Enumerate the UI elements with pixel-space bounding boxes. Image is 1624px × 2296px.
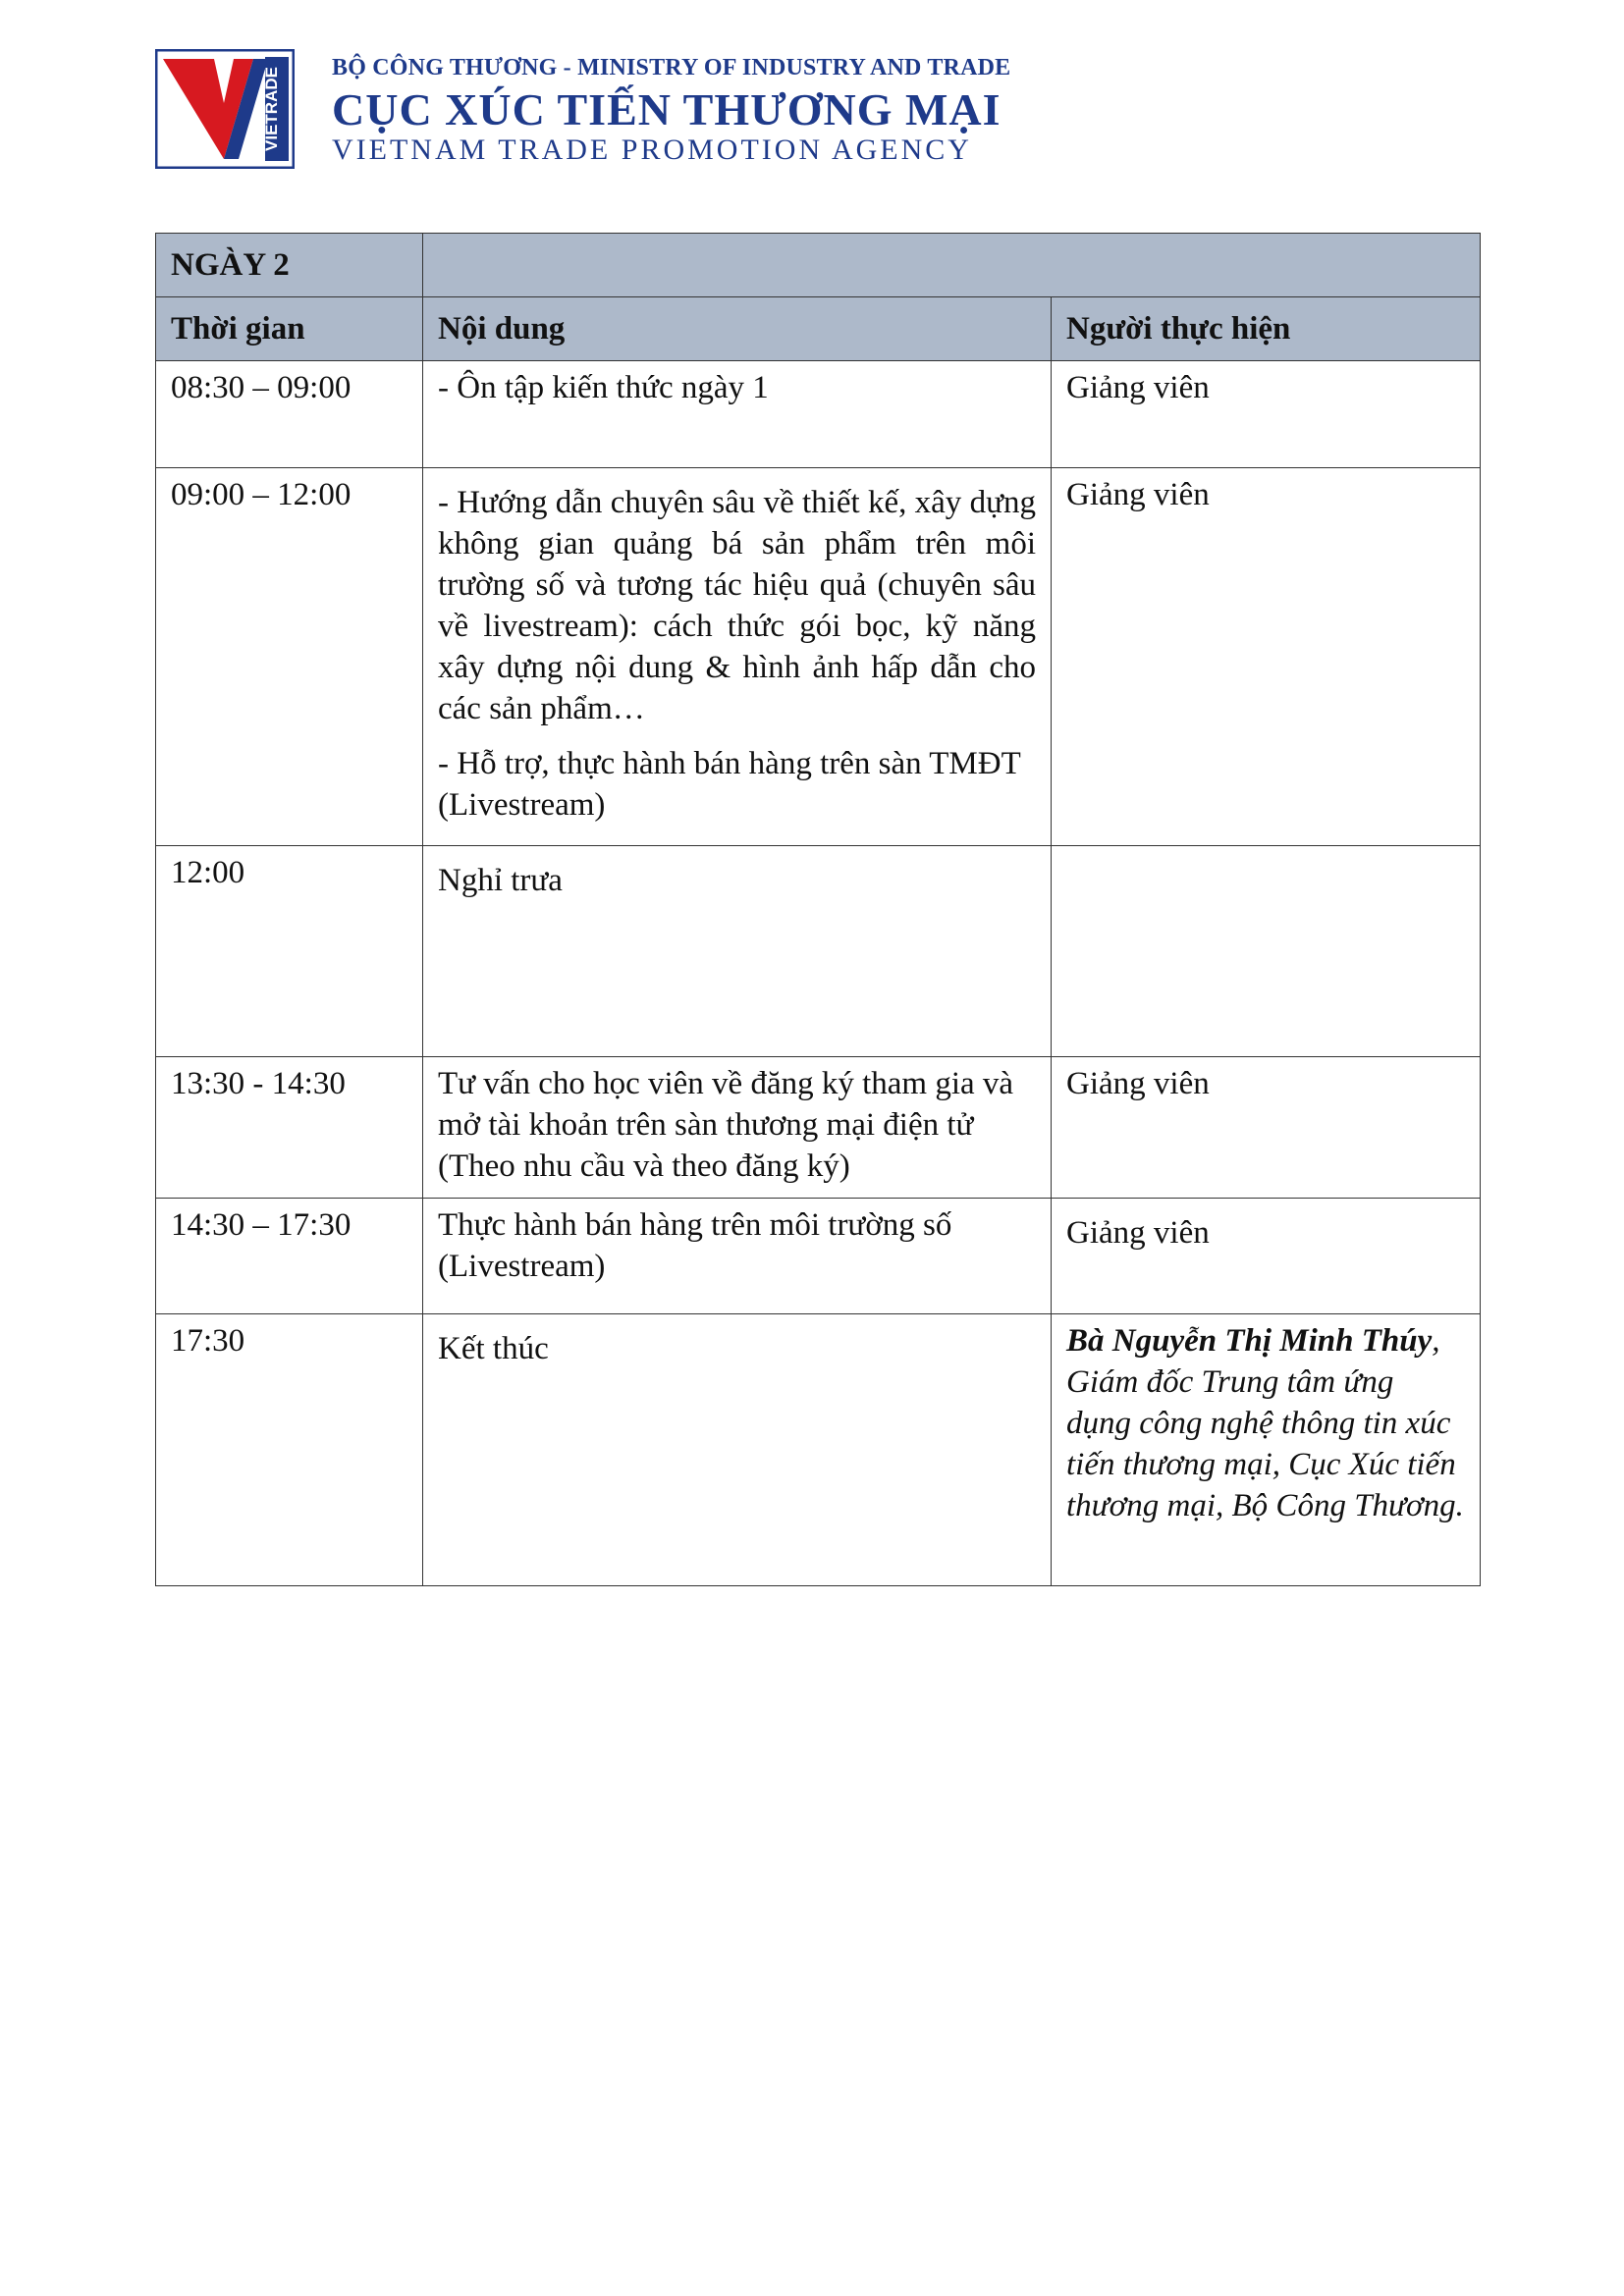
time-cell: 12:00 <box>156 846 423 1057</box>
presenter-title: , Giám đốc Trung tâm ứng dụng công nghệ thông tin xúc tiến thương mại, Cục Xúc tiến thương mại, Bộ Công Thương. <box>1066 1323 1464 1523</box>
col-header-presenter: Người thực hiện <box>1052 297 1481 361</box>
presenter-cell <box>1052 1314 1481 1586</box>
day-header-empty <box>423 234 1481 297</box>
content-text: Kết thúc <box>438 1331 549 1366</box>
col-header-content: Nội dung <box>423 297 1052 361</box>
presenter-cell: Giảng viên <box>1052 468 1481 846</box>
table-row <box>156 1057 1481 1199</box>
content-text: Thực hành bán hàng trên môi trường số (Livestream) <box>438 1207 952 1284</box>
presenter-cell: Giảng viên <box>1052 361 1481 468</box>
time-cell: 09:00 – 12:00 <box>156 468 423 846</box>
agency-name-en: VIETNAM TRADE PROMOTION AGENCY <box>332 133 972 166</box>
time-cell: 13:30 - 14:30 <box>156 1057 423 1199</box>
ministry-line: BỘ CÔNG THƯƠNG - MINISTRY OF INDUSTRY AND TRADE <box>332 55 1011 80</box>
content-text: Tư vấn cho học viên về đăng ký tham gia và mở tài khoản trên sàn thương mại điện tử (Theo nhu cầu và theo đăng ký) <box>438 1066 1014 1184</box>
table-row <box>156 1314 1481 1586</box>
day-header-row <box>156 234 1481 297</box>
content-cell <box>423 468 1052 846</box>
presenter-cell <box>1052 846 1481 1057</box>
presenter-cell: Giảng viên <box>1052 1199 1481 1314</box>
content-cell <box>423 1057 1052 1199</box>
logo-text: VIETRADE <box>262 67 281 151</box>
time-cell: 14:30 – 17:30 <box>156 1199 423 1314</box>
table-row <box>156 361 1481 468</box>
time-cell: 17:30 <box>156 1314 423 1586</box>
schedule-table <box>155 233 1481 1586</box>
table-row <box>156 846 1481 1057</box>
day-label: NGÀY 2 <box>156 234 423 297</box>
col-header-time: Thời gian <box>156 297 423 361</box>
content-text: - Hướng dẫn chuyên sâu về thiết kế, xây dựng không gian quảng bá sản phẩm trên môi trường số và tương tác hiệu quả (chuyên sâu về livestream): cách thức gói bọc, kỹ năng xây dựng nội dung & hình ảnh hấp dẫn cho các sản phẩm… <box>438 485 1036 726</box>
content-text: Nghỉ trưa <box>438 863 563 898</box>
presenter-cell: Giảng viên <box>1052 1057 1481 1199</box>
vietrade-logo <box>155 49 295 169</box>
content-cell <box>423 1314 1052 1586</box>
content-text: - Hỗ trợ, thực hành bán hàng trên sàn TMĐT (Livestream) <box>438 746 1021 823</box>
presenter-name: Bà Nguyễn Thị Minh Thúy <box>1066 1323 1433 1359</box>
content-text: - Ôn tập kiến thức ngày 1 <box>438 370 769 405</box>
table-row <box>156 468 1481 846</box>
content-cell <box>423 846 1052 1057</box>
agency-name-vi: CỤC XÚC TIẾN THƯƠNG MẠI <box>332 84 1001 134</box>
time-cell: 08:30 – 09:00 <box>156 361 423 468</box>
agency-name-block <box>332 55 1010 167</box>
content-cell <box>423 361 1052 468</box>
table-row <box>156 1199 1481 1314</box>
letterhead <box>155 49 1039 169</box>
content-cell <box>423 1199 1052 1314</box>
column-header-row <box>156 297 1481 361</box>
